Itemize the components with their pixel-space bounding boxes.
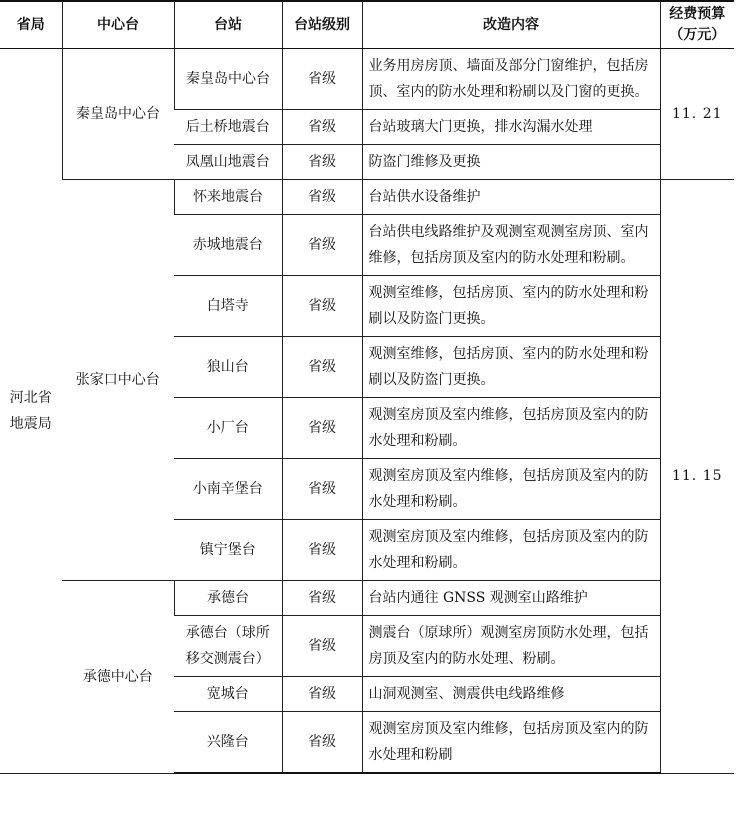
content-cell: 山洞观测室、测震供电线路维修 [362,677,660,712]
station-cell: 兴隆台 [174,712,282,774]
header-row [0,1,734,49]
level-cell: 省级 [282,677,362,712]
content-cell: 观测室维修，包括房顶、室内的防水处理和粉刷以及防盗门更换。 [362,276,660,337]
level-cell: 省级 [282,49,362,110]
station-cell: 小厂台 [174,398,282,459]
level-cell: 省级 [282,180,362,215]
level-cell: 省级 [282,110,362,145]
content-cell: 观测室房顶及室内维修，包括房顶及室内的防水处理和粉刷。 [362,520,660,581]
station-cell: 后土桥地震台 [174,110,282,145]
header-level: 台站级别 [282,1,362,49]
level-cell: 省级 [282,215,362,276]
content-cell: 测震台（原球所）观测室房顶防水处理，包括房顶及室内的防水处理、粉刷。 [362,616,660,677]
header-province: 省局 [0,1,62,49]
content-cell: 台站内通往 GNSS 观测室山路维护 [362,581,660,616]
level-cell: 省级 [282,145,362,180]
level-cell: 省级 [282,459,362,520]
level-cell: 省级 [282,520,362,581]
budget-cell: 11. 21 [660,49,734,180]
station-cell: 承德台 [174,581,282,616]
budget-cell: 11. 15 [660,180,734,774]
content-cell: 观测室维修，包括房顶、室内的防水处理和粉刷以及防盗门更换。 [362,337,660,398]
header-center: 中心台 [62,1,174,49]
station-cell: 白塔寺 [174,276,282,337]
station-cell: 秦皇岛中心台 [174,49,282,110]
station-cell: 承德台（球所移交测震台） [174,616,282,677]
header-budget: 经费预算（万元） [660,1,734,49]
table-row [0,49,734,110]
content-cell: 观测室房顶及室内维修，包括房顶及室内的防水处理和粉刷。 [362,459,660,520]
center-cell: 张家口中心台 [62,180,174,581]
level-cell: 省级 [282,398,362,459]
station-cell: 狼山台 [174,337,282,398]
level-cell: 省级 [282,276,362,337]
station-cell: 小南辛堡台 [174,459,282,520]
level-cell: 省级 [282,581,362,616]
center-cell: 承德中心台 [62,581,174,774]
content-cell: 台站供电线路维护及观测室观测室房顶、室内维修，包括房顶及室内的防水处理和粉刷。 [362,215,660,276]
center-cell: 秦皇岛中心台 [62,49,174,180]
table-row [0,581,734,616]
content-cell: 观测室房顶及室内维修，包括房顶及室内的防水处理和粉刷。 [362,398,660,459]
content-cell: 台站玻璃大门更换，排水沟漏水处理 [362,110,660,145]
content-cell: 台站供水设备维护 [362,180,660,215]
content-cell: 防盗门维修及更换 [362,145,660,180]
header-content: 改造内容 [362,1,660,49]
station-cell: 凤凰山地震台 [174,145,282,180]
header-station: 台站 [174,1,282,49]
table-row [0,180,734,215]
station-cell: 赤城地震台 [174,215,282,276]
level-cell: 省级 [282,616,362,677]
station-cell: 宽城台 [174,677,282,712]
province-cell: 河北省地震局 [0,49,62,774]
content-cell: 业务用房房顶、墙面及部分门窗维护，包括房顶、室内的防水处理和粉刷以及门窗的更换。 [362,49,660,110]
level-cell: 省级 [282,337,362,398]
station-cell: 镇宁堡台 [174,520,282,581]
station-cell: 怀来地震台 [174,180,282,215]
content-cell: 观测室房顶及室内维修，包括房顶及室内的防水处理和粉刷 [362,712,660,774]
level-cell: 省级 [282,712,362,774]
